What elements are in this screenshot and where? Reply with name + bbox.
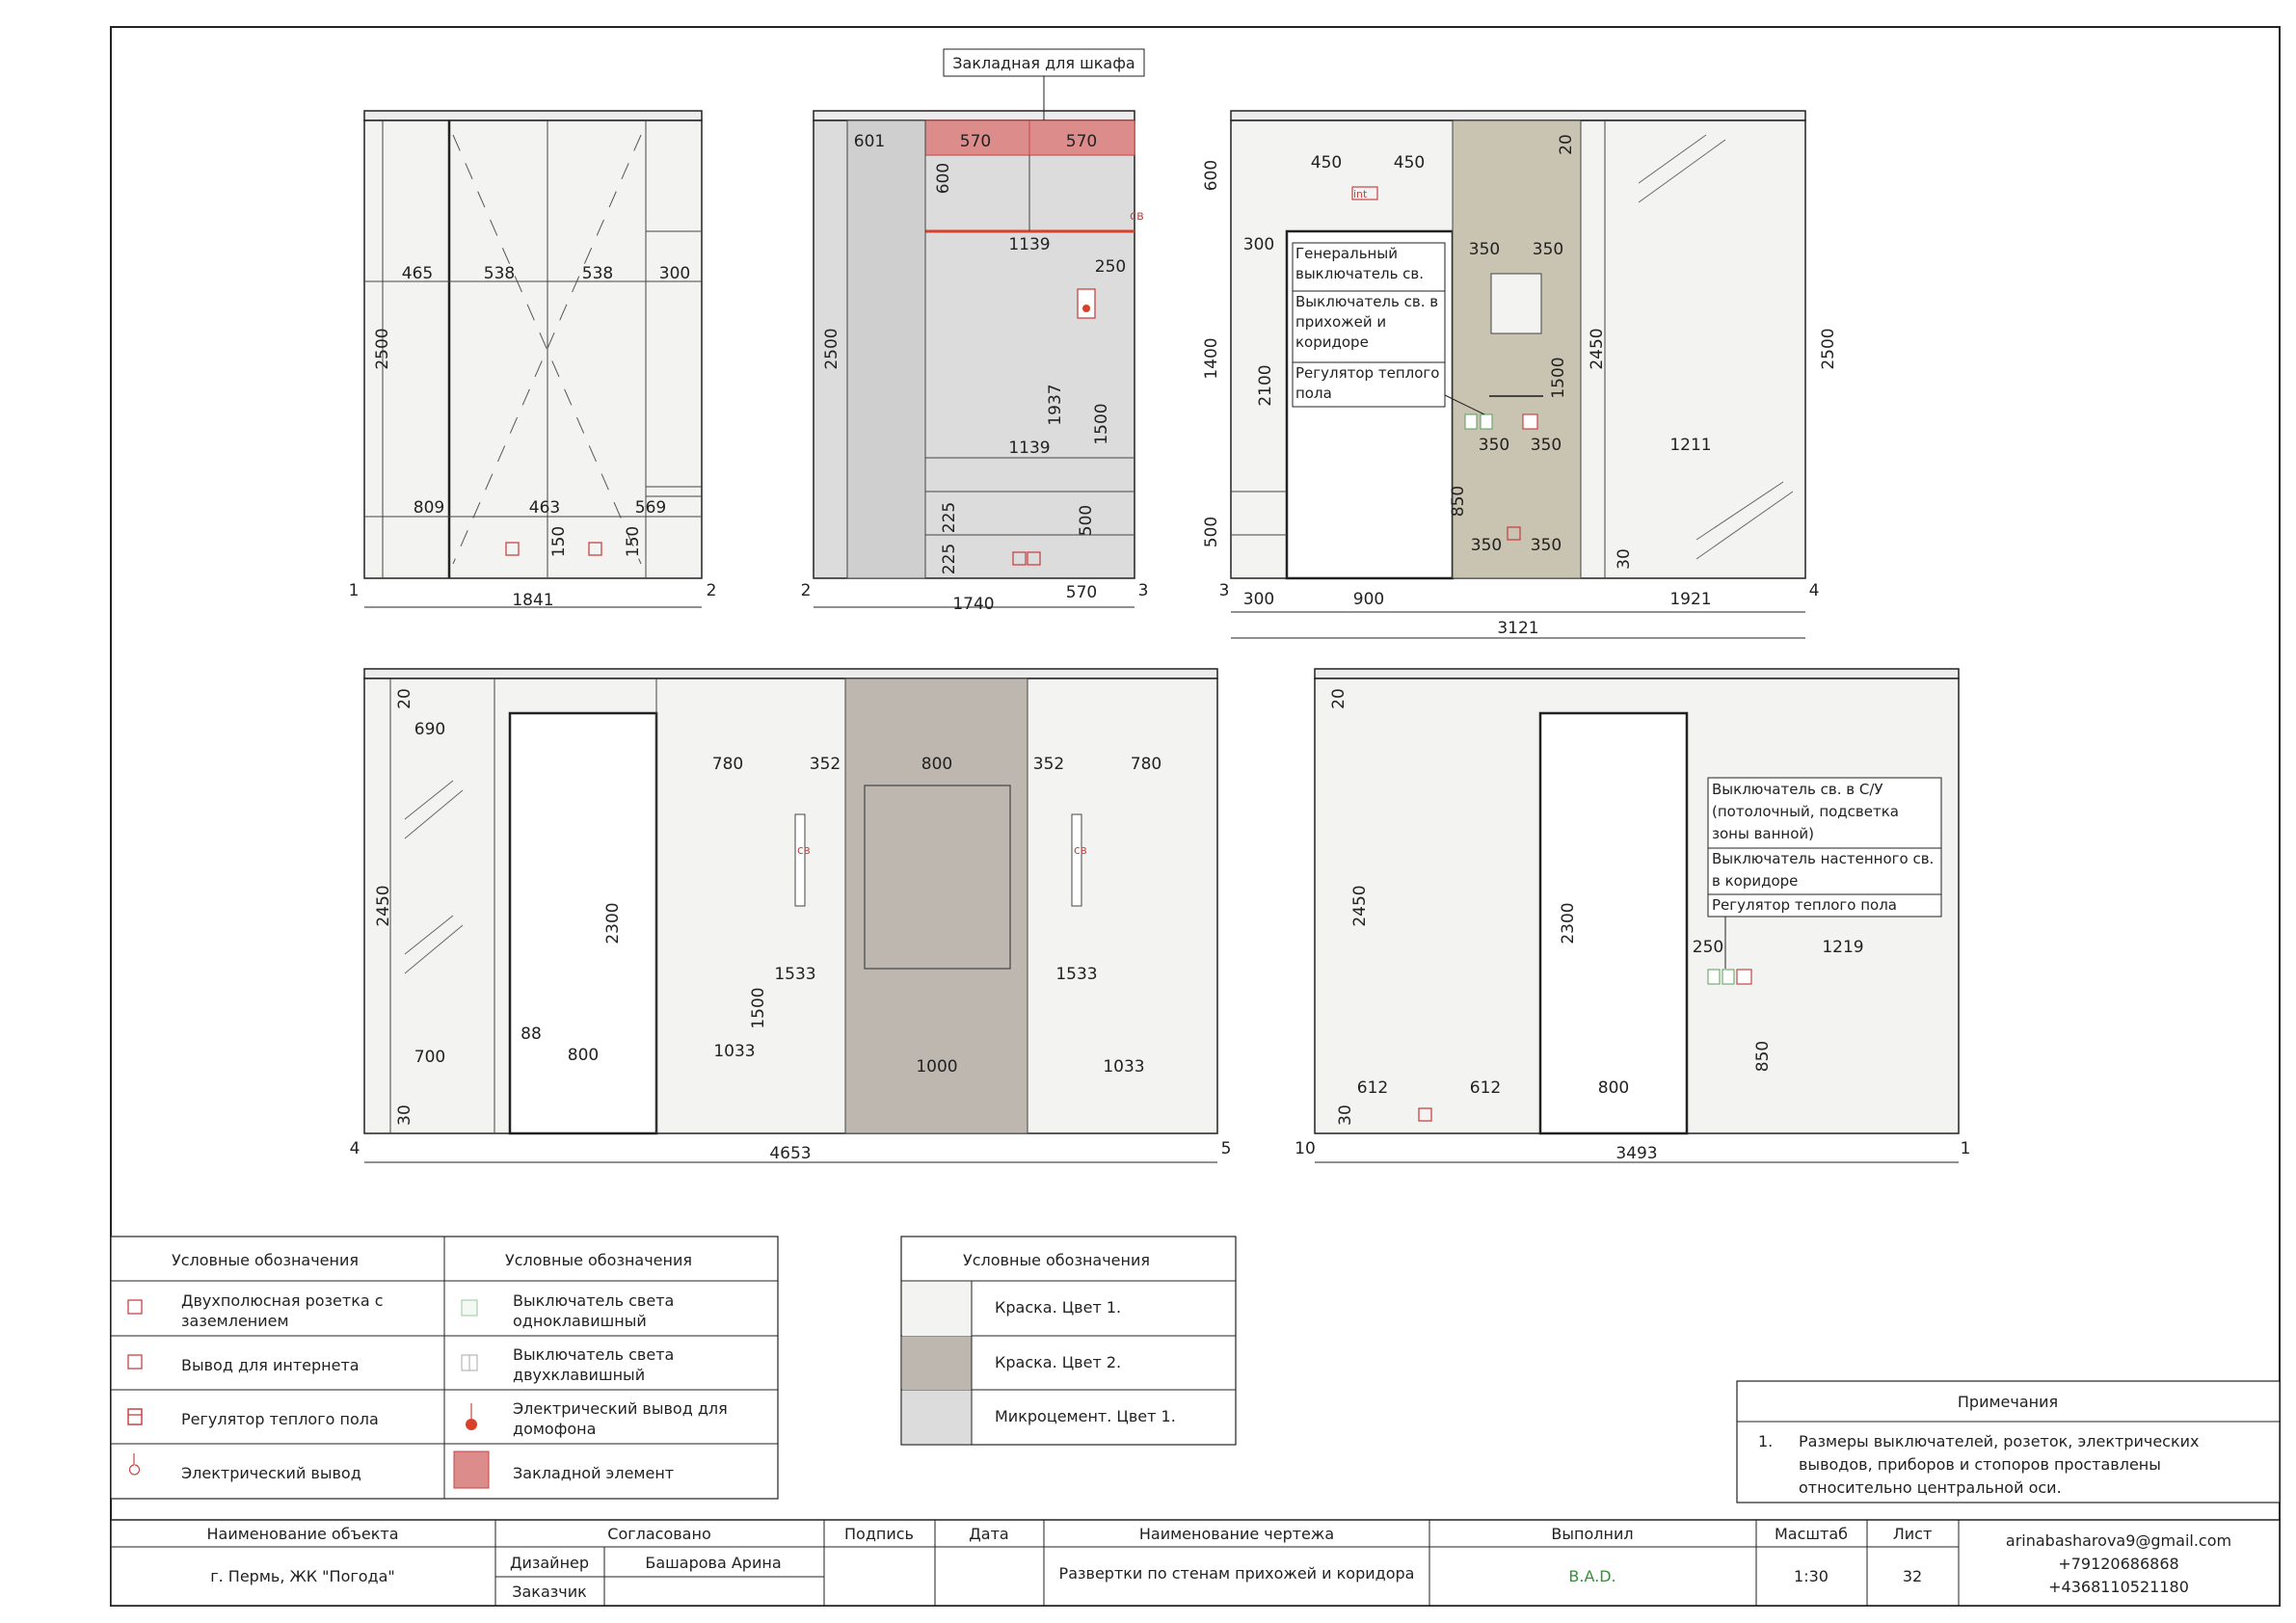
legend-item: Краска. Цвет 2.: [995, 1353, 1122, 1371]
dim: 300: [1242, 590, 1275, 609]
dim: 352: [1032, 755, 1065, 774]
intercom-output-symbol: [1078, 289, 1095, 318]
tb-scale: 1:30: [1794, 1567, 1829, 1585]
tb-name-designer: Башарова Арина: [645, 1554, 782, 1572]
dim: 150: [624, 525, 643, 558]
elevation-wall-10-1: [1295, 669, 1970, 1163]
material-swatch: [902, 1282, 972, 1336]
note-number: 1.: [1758, 1432, 1774, 1450]
floor-heating-regulator-symbol: [1523, 414, 1537, 429]
dim: 350: [1478, 436, 1510, 455]
floor-heating-regulator-symbol: [1737, 970, 1751, 984]
embedded-element-icon: [454, 1451, 489, 1488]
switch-symbol: [1722, 970, 1734, 984]
dim: 450: [1310, 153, 1343, 173]
axis-label: 2: [706, 581, 717, 600]
dim: 1400: [1202, 337, 1221, 380]
callout-embed-text: Закладная для шкафа: [952, 54, 1135, 72]
dim: 570: [1065, 132, 1098, 151]
legend-header: Условные обозначения: [962, 1251, 1151, 1269]
axis-label: 3: [1137, 581, 1149, 600]
dim: 350: [1470, 536, 1503, 555]
dim: 225: [940, 501, 959, 534]
legend-item: Вывод для интернета: [181, 1355, 360, 1374]
legend-table-materials: [901, 1237, 1236, 1445]
dim: 350: [1468, 240, 1501, 259]
dim: 538: [483, 264, 516, 283]
dim: 1533: [774, 965, 816, 984]
dim: 20: [1557, 134, 1576, 155]
tb-header-drawing: Наименование чертежа: [1138, 1525, 1335, 1543]
tb-header-agreed: Согласовано: [607, 1525, 711, 1543]
legend-item: Регулятор теплого пола: [181, 1409, 379, 1428]
title-block: [111, 1520, 2280, 1606]
dim: 601: [853, 132, 886, 151]
legend-item: Двухполюсная розетка с заземлением: [181, 1291, 384, 1330]
legend-item: Электрический вывод для домофона: [513, 1399, 728, 1438]
dim: 612: [1356, 1078, 1389, 1098]
switch-symbol: [1481, 414, 1492, 429]
dim: 1500: [1549, 357, 1568, 399]
dim: 900: [1352, 590, 1385, 609]
dim: 150: [549, 525, 569, 558]
tb-drawing-name: Развертки по стенам прихожей и коридора: [1058, 1564, 1415, 1583]
electrical-tag: св: [1074, 843, 1087, 857]
wall-light-symbol: [1072, 814, 1081, 906]
dim: 600: [1202, 159, 1221, 192]
dim-height: 2500: [822, 328, 841, 370]
legend-item: Микроцемент. Цвет 1.: [995, 1407, 1176, 1425]
callout-line: Генеральный выключатель св.: [1295, 245, 1425, 282]
dim: 1937: [1046, 384, 1065, 426]
dim: 700: [414, 1048, 446, 1067]
dim: 1533: [1055, 965, 1098, 984]
dim: 1219: [1822, 938, 1864, 957]
dim: 30: [1336, 1104, 1355, 1126]
tb-header-date: Дата: [969, 1525, 1009, 1543]
switch-single-icon: [462, 1300, 477, 1316]
dim: 809: [413, 498, 445, 518]
wall-light-symbol: [795, 814, 805, 906]
dim: 250: [1094, 257, 1127, 277]
dim-total: 4653: [769, 1144, 812, 1163]
tb-sheet-number: 32: [1902, 1567, 1923, 1585]
dim: 600: [934, 162, 953, 195]
callout-line: Регулятор теплого пола: [1712, 896, 1897, 914]
dim: 538: [581, 264, 614, 283]
dim: 450: [1393, 153, 1426, 173]
elevation-wall-2-3: [801, 49, 1149, 614]
dim: 569: [634, 498, 667, 518]
axis-label: 1: [1960, 1139, 1971, 1158]
callout-line: Выключатель св. в С/У (потолочный, подсветка зоны ванной): [1712, 781, 1899, 842]
dim: 850: [1753, 1040, 1773, 1073]
dim: 465: [401, 264, 434, 283]
note-line: выводов, приборов и стопоров проставлены: [1799, 1455, 2161, 1474]
axis-label: 3: [1218, 581, 1230, 600]
dim: 1000: [916, 1057, 958, 1077]
dim: 570: [1065, 583, 1098, 602]
dim: 500: [1202, 516, 1221, 548]
note-line: Размеры выключателей, розеток, электрических: [1799, 1432, 2200, 1450]
dim: 2450: [1588, 328, 1607, 370]
dim: 2450: [1350, 885, 1370, 927]
dim: 2300: [1559, 902, 1578, 945]
tb-header-object: Наименование объекта: [206, 1525, 399, 1543]
dim: 2300: [603, 902, 623, 945]
tb-contact-phone: +4368110521180: [2048, 1578, 2189, 1596]
dim: 1211: [1669, 436, 1712, 455]
callout-line: Регулятор теплого пола: [1295, 364, 1440, 402]
dim: 800: [567, 1046, 600, 1065]
legend-header: Условные обозначения: [171, 1251, 360, 1269]
dim: 20: [395, 688, 414, 709]
legend-header: Условные обозначения: [504, 1251, 693, 1269]
dim: 500: [1077, 504, 1096, 537]
legend-item: Закладной элемент: [513, 1463, 675, 1482]
dim: 225: [940, 543, 959, 575]
dim-total: 1740: [952, 595, 995, 614]
tb-header-sign: Подпись: [844, 1525, 914, 1543]
dim: 20: [1329, 688, 1348, 709]
dim: 1500: [1092, 403, 1111, 445]
dim: 2100: [1256, 364, 1275, 407]
tb-role-client: Заказчик: [512, 1583, 587, 1601]
dim-total: 3121: [1497, 619, 1539, 638]
dim: 250: [1692, 938, 1724, 957]
axis-label: 2: [800, 581, 812, 600]
dim: 850: [1449, 485, 1468, 518]
dim: 352: [809, 755, 841, 774]
electrical-tag: св: [1130, 209, 1144, 224]
notes-block: [1737, 1381, 2280, 1503]
dim: 1921: [1669, 590, 1712, 609]
legend-item: Электрический вывод: [181, 1463, 361, 1482]
elevation-wall-4-5: [350, 669, 1232, 1163]
legend-item: Краска. Цвет 1.: [995, 1298, 1122, 1317]
legend-item: Выключатель света одноклавишный: [513, 1291, 675, 1330]
axis-label: 1: [348, 581, 360, 600]
dim: 1139: [1008, 235, 1051, 254]
dim-total: 3493: [1615, 1144, 1658, 1163]
dim: 800: [1597, 1078, 1630, 1098]
internet-tag: int: [1353, 188, 1368, 200]
callout-line: Выключатель настенного св. в коридоре: [1712, 850, 1935, 890]
tb-header-sheet: Лист: [1892, 1525, 1933, 1543]
callout-line: Выключатель св. в прихожей и коридоре: [1295, 293, 1439, 351]
dim: 780: [1130, 755, 1162, 774]
dim-total: 1841: [512, 591, 554, 610]
dim: 1139: [1008, 439, 1051, 458]
dim: 780: [711, 755, 744, 774]
switch-symbol: [1465, 414, 1477, 429]
dim: 2450: [374, 885, 393, 927]
legend-item: Выключатель света двухклавишный: [513, 1345, 675, 1384]
dim: 350: [1532, 240, 1564, 259]
dim: 1033: [713, 1042, 756, 1061]
dim: 300: [658, 264, 691, 283]
legend-table-1: [111, 1237, 778, 1499]
elevation-wall-3-4: [1202, 111, 1838, 638]
dim: 1500: [749, 987, 768, 1029]
axis-label: 4: [1808, 581, 1820, 600]
elevation-wall-1-2: [349, 111, 717, 610]
dim: 350: [1530, 536, 1562, 555]
dim: 350: [1530, 436, 1562, 455]
tb-header-done: Выполнил: [1551, 1525, 1634, 1543]
dim: 30: [395, 1104, 414, 1126]
notes-header: Примечания: [1957, 1393, 2059, 1411]
dim: 570: [959, 132, 992, 151]
dim: 800: [921, 755, 953, 774]
tb-contact-email: arinabasharova9@gmail.com: [2005, 1531, 2232, 1550]
tb-contact-phone: +79120686868: [2058, 1555, 2179, 1573]
tb-object: г. Пермь, ЖК "Погода": [210, 1567, 395, 1585]
material-swatch: [902, 1337, 972, 1390]
dim: 612: [1469, 1078, 1502, 1098]
tb-header-scale: Масштаб: [1774, 1525, 1849, 1543]
note-line: относительно центральной оси.: [1799, 1478, 2062, 1497]
dim: 300: [1242, 235, 1275, 254]
dim: 463: [528, 498, 561, 518]
dim: 88: [521, 1024, 542, 1044]
dim-height: 2500: [1819, 328, 1838, 370]
electrical-tag: св: [797, 843, 811, 857]
axis-label: 4: [349, 1139, 360, 1158]
dim: 690: [414, 720, 446, 739]
dim-height: 2500: [373, 328, 392, 370]
axis-label: 5: [1220, 1139, 1232, 1158]
tb-role-designer: Дизайнер: [509, 1554, 590, 1572]
axis-label: 10: [1295, 1139, 1316, 1158]
switch-symbol: [1708, 970, 1720, 984]
material-swatch: [902, 1391, 972, 1444]
dim: 30: [1615, 548, 1634, 570]
dim: 1033: [1103, 1057, 1145, 1077]
tb-done-by: B.A.D.: [1568, 1567, 1616, 1585]
